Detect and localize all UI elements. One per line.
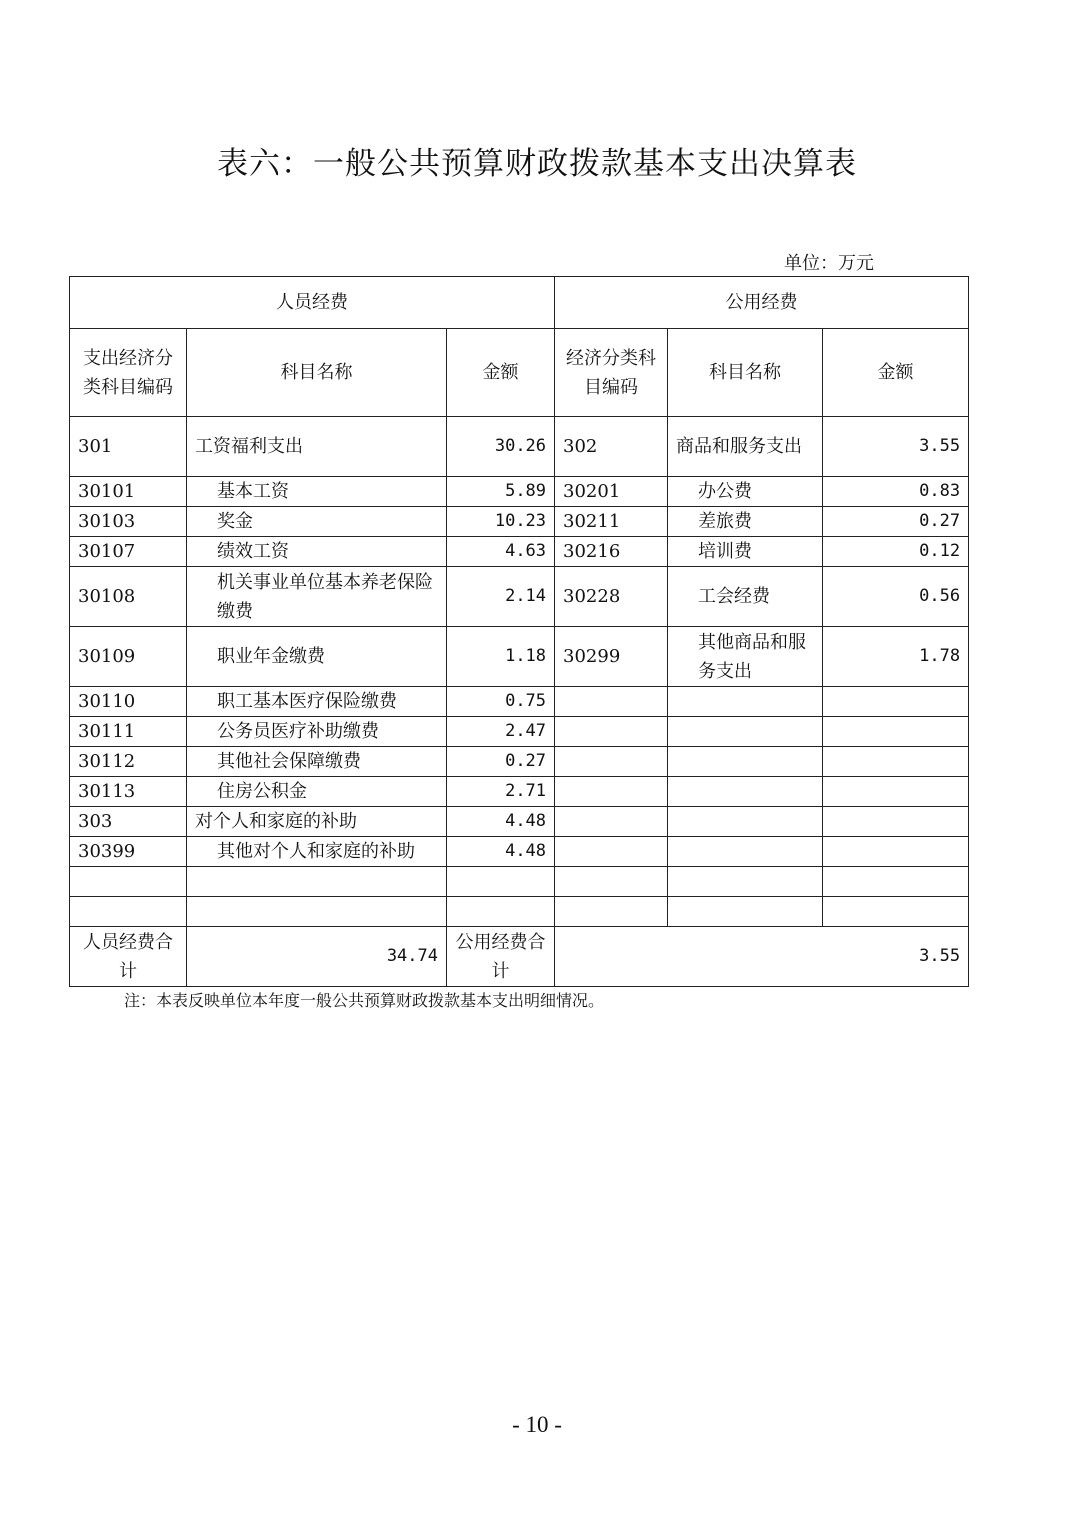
expense-name-cell: 公务员医疗补助缴费	[187, 717, 447, 747]
public-amount-cell: 0.83	[823, 477, 969, 507]
expense-amount-cell: 5.89	[447, 477, 555, 507]
totals-row	[70, 927, 969, 987]
public-code-cell: 30201	[555, 477, 668, 507]
expense-amount-cell: 4.48	[447, 807, 555, 837]
expense-amount-cell: 4.48	[447, 837, 555, 867]
public-amount-cell	[823, 747, 969, 777]
public-name-cell: 其他商品和服务支出	[668, 627, 823, 687]
empty-row	[70, 867, 969, 897]
table-row	[70, 417, 969, 477]
public-name-cell	[668, 807, 823, 837]
public-code-cell	[555, 807, 668, 837]
col-header-amount-left: 金额	[447, 329, 555, 417]
expense-code-cell: 30112	[70, 747, 187, 777]
public-total-label: 公用经费合计	[447, 927, 555, 987]
expense-code-cell: 30108	[70, 567, 187, 627]
public-name-cell: 商品和服务支出	[668, 417, 823, 477]
public-amount-cell	[823, 837, 969, 867]
expense-code-cell: 30103	[70, 507, 187, 537]
table-row	[70, 627, 969, 687]
expense-amount-cell: 10.23	[447, 507, 555, 537]
table-row	[70, 477, 969, 507]
expenditure-table	[69, 276, 969, 987]
table-row	[70, 687, 969, 717]
expense-code-cell: 30113	[70, 777, 187, 807]
col-header-code-left: 支出经济分类科目编码	[70, 329, 187, 417]
col-header-amount-right: 金额	[823, 329, 969, 417]
unit-label: 单位：万元	[784, 253, 874, 274]
public-amount-cell	[823, 777, 969, 807]
public-code-cell	[555, 717, 668, 747]
personnel-total-label: 人员经费合计	[70, 927, 187, 987]
column-header-row	[70, 329, 969, 417]
public-code-cell: 30211	[555, 507, 668, 537]
expense-name-cell: 机关事业单位基本养老保险缴费	[187, 567, 447, 627]
public-name-cell	[668, 747, 823, 777]
expense-name-cell: 绩效工资	[187, 537, 447, 567]
expense-amount-cell: 0.75	[447, 687, 555, 717]
expense-amount-cell: 2.47	[447, 717, 555, 747]
public-header: 公用经费	[555, 277, 969, 329]
expense-amount-cell: 1.18	[447, 627, 555, 687]
expense-code-cell: 30107	[70, 537, 187, 567]
col-header-code-right: 经济分类科目编码	[555, 329, 668, 417]
public-code-cell: 302	[555, 417, 668, 477]
public-code-cell	[555, 837, 668, 867]
expense-amount-cell: 2.14	[447, 567, 555, 627]
table-row	[70, 507, 969, 537]
expense-amount-cell: 2.71	[447, 777, 555, 807]
page-title: 表六：一般公共预算财政拨款基本支出决算表	[217, 146, 857, 182]
public-name-cell: 办公费	[668, 477, 823, 507]
public-code-cell	[555, 777, 668, 807]
public-amount-cell	[823, 717, 969, 747]
expense-name-cell: 对个人和家庭的补助	[187, 807, 447, 837]
expense-code-cell: 30109	[70, 627, 187, 687]
expense-amount-cell: 30.26	[447, 417, 555, 477]
expense-code-cell: 301	[70, 417, 187, 477]
table-row	[70, 807, 969, 837]
public-amount-cell: 0.12	[823, 537, 969, 567]
col-header-name-left: 科目名称	[187, 329, 447, 417]
public-amount-cell: 0.56	[823, 567, 969, 627]
public-name-cell: 差旅费	[668, 507, 823, 537]
public-name-cell	[668, 717, 823, 747]
table-row	[70, 567, 969, 627]
public-code-cell: 30216	[555, 537, 668, 567]
table-row	[70, 717, 969, 747]
personnel-header: 人员经费	[70, 277, 555, 329]
table-row	[70, 777, 969, 807]
expense-amount-cell: 0.27	[447, 747, 555, 777]
table-row	[70, 537, 969, 567]
expense-code-cell: 30399	[70, 837, 187, 867]
expense-code-cell: 30110	[70, 687, 187, 717]
public-amount-cell	[823, 687, 969, 717]
public-code-cell	[555, 687, 668, 717]
expense-name-cell: 住房公积金	[187, 777, 447, 807]
expense-name-cell: 奖金	[187, 507, 447, 537]
expense-name-cell: 职业年金缴费	[187, 627, 447, 687]
table-note: 注：本表反映单位本年度一般公共预算财政拨款基本支出明细情况。	[124, 991, 605, 1010]
expense-name-cell: 基本工资	[187, 477, 447, 507]
public-name-cell	[668, 837, 823, 867]
public-name-cell: 工会经费	[668, 567, 823, 627]
public-code-cell	[555, 747, 668, 777]
public-amount-cell	[823, 807, 969, 837]
expense-code-cell: 30101	[70, 477, 187, 507]
public-name-cell	[668, 687, 823, 717]
table-row	[70, 747, 969, 777]
public-code-cell: 30228	[555, 567, 668, 627]
public-name-cell: 培训费	[668, 537, 823, 567]
table-row	[70, 837, 969, 867]
col-header-name-right: 科目名称	[668, 329, 823, 417]
page-number: - 10 -	[512, 1412, 562, 1437]
public-total-value: 3.55	[555, 927, 969, 987]
public-code-cell: 30299	[555, 627, 668, 687]
expense-name-cell: 工资福利支出	[187, 417, 447, 477]
expense-name-cell: 其他社会保障缴费	[187, 747, 447, 777]
expense-code-cell: 303	[70, 807, 187, 837]
section-header-row	[70, 277, 969, 329]
personnel-total-value: 34.74	[187, 927, 447, 987]
public-name-cell	[668, 777, 823, 807]
public-amount-cell: 1.78	[823, 627, 969, 687]
public-amount-cell: 3.55	[823, 417, 969, 477]
empty-row	[70, 897, 969, 927]
expense-amount-cell: 4.63	[447, 537, 555, 567]
data-rows	[70, 417, 969, 867]
expense-name-cell: 其他对个人和家庭的补助	[187, 837, 447, 867]
expense-code-cell: 30111	[70, 717, 187, 747]
expense-name-cell: 职工基本医疗保险缴费	[187, 687, 447, 717]
public-amount-cell: 0.27	[823, 507, 969, 537]
